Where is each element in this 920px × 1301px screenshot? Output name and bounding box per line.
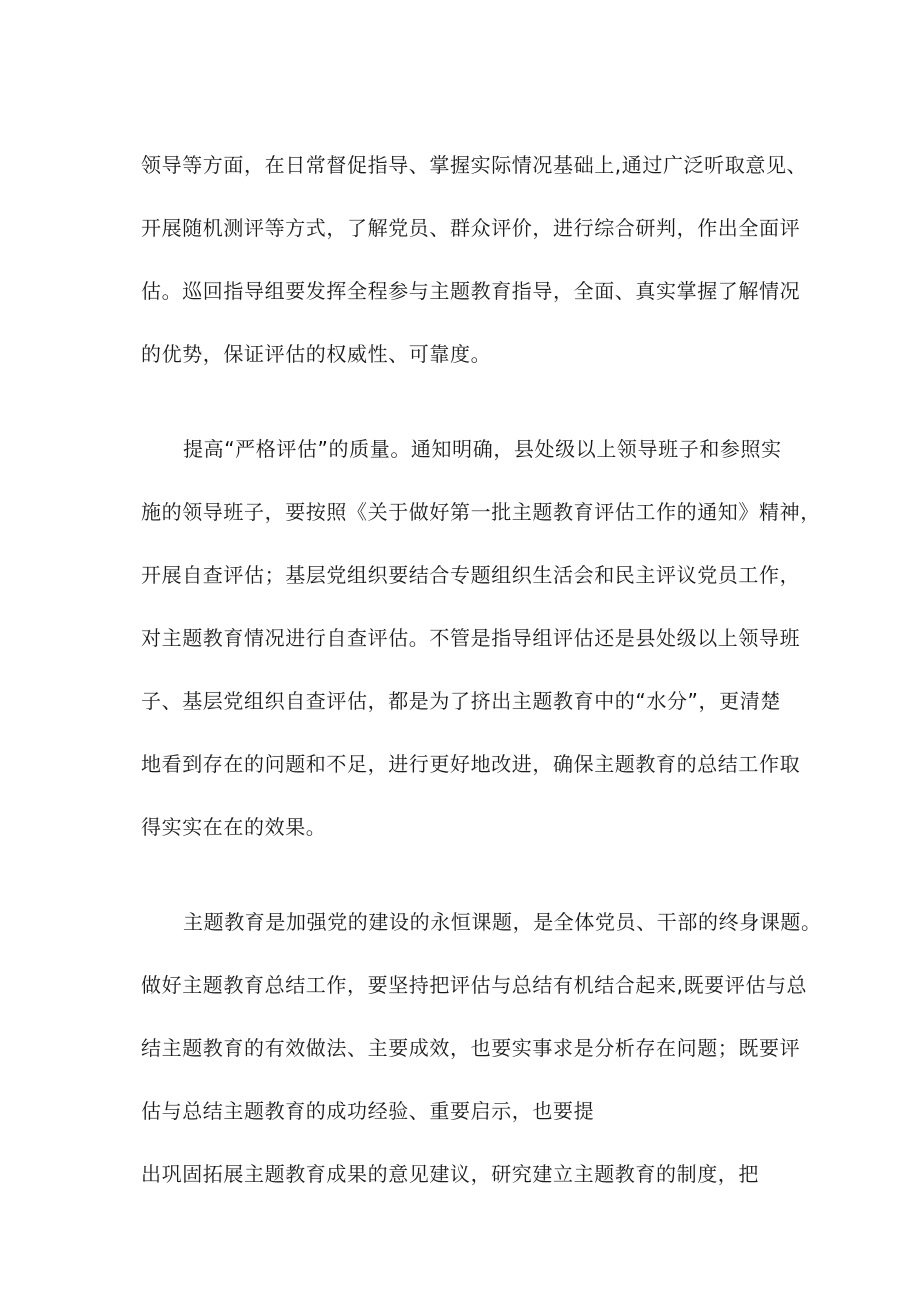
text-line: 地看到存在的问题和不足，进行更好地改进，确保主题教育的总结工作取	[141, 752, 801, 776]
text-line: 得实实在在的效果。	[141, 815, 327, 839]
text-line: 对主题教育情况进行自查评估。不管是指导组评估还是县处级以上领导班	[141, 626, 801, 650]
text-line: 做好主题教育总结工作，要坚持把评估与总结有机结合起来,既要评估与总	[141, 973, 808, 997]
text-line: 领导等方面，在日常督促指导、掌握实际情况基础上,通过广泛听取意见、	[141, 153, 808, 177]
text-line: 估。巡回指导组要发挥全程参与主题教育指导，全面、真实掌握了解情况	[141, 279, 801, 303]
text-line: 结主题教育的有效做法、主要成效，也要实事求是分析存在问题；既要评	[141, 1036, 801, 1060]
text-line: 估与总结主题教育的成功经验、重要启示，也要提	[141, 1099, 595, 1123]
text-line: 开展随机测评等方式，了解党员、群众评价，进行综合研判，作出全面评	[141, 216, 801, 240]
text-line: 的优势，保证评估的权威性、可靠度。	[141, 342, 492, 366]
text-line: 主题教育是加强党的建设的永恒课题，是全体党员、干部的终身课题。	[183, 910, 822, 934]
text-line: 子、基层党组织自查评估，都是为了挤出主题教育中的“水分”，更清楚	[141, 689, 781, 713]
text-line: 施的领导班子，要按照《关于做好第一批主题教育评估工作的通知》精神，	[141, 500, 821, 524]
text-line: 提高“严格评估”的质量。通知明确，县处级以上领导班子和参照实	[183, 437, 782, 461]
text-line: 出巩固拓展主题教育成果的意见建议，研究建立主题教育的制度，把	[141, 1162, 759, 1186]
text-line: 开展自查评估；基层党组织要结合专题组织生活会和民主评议党员工作，	[141, 563, 801, 587]
